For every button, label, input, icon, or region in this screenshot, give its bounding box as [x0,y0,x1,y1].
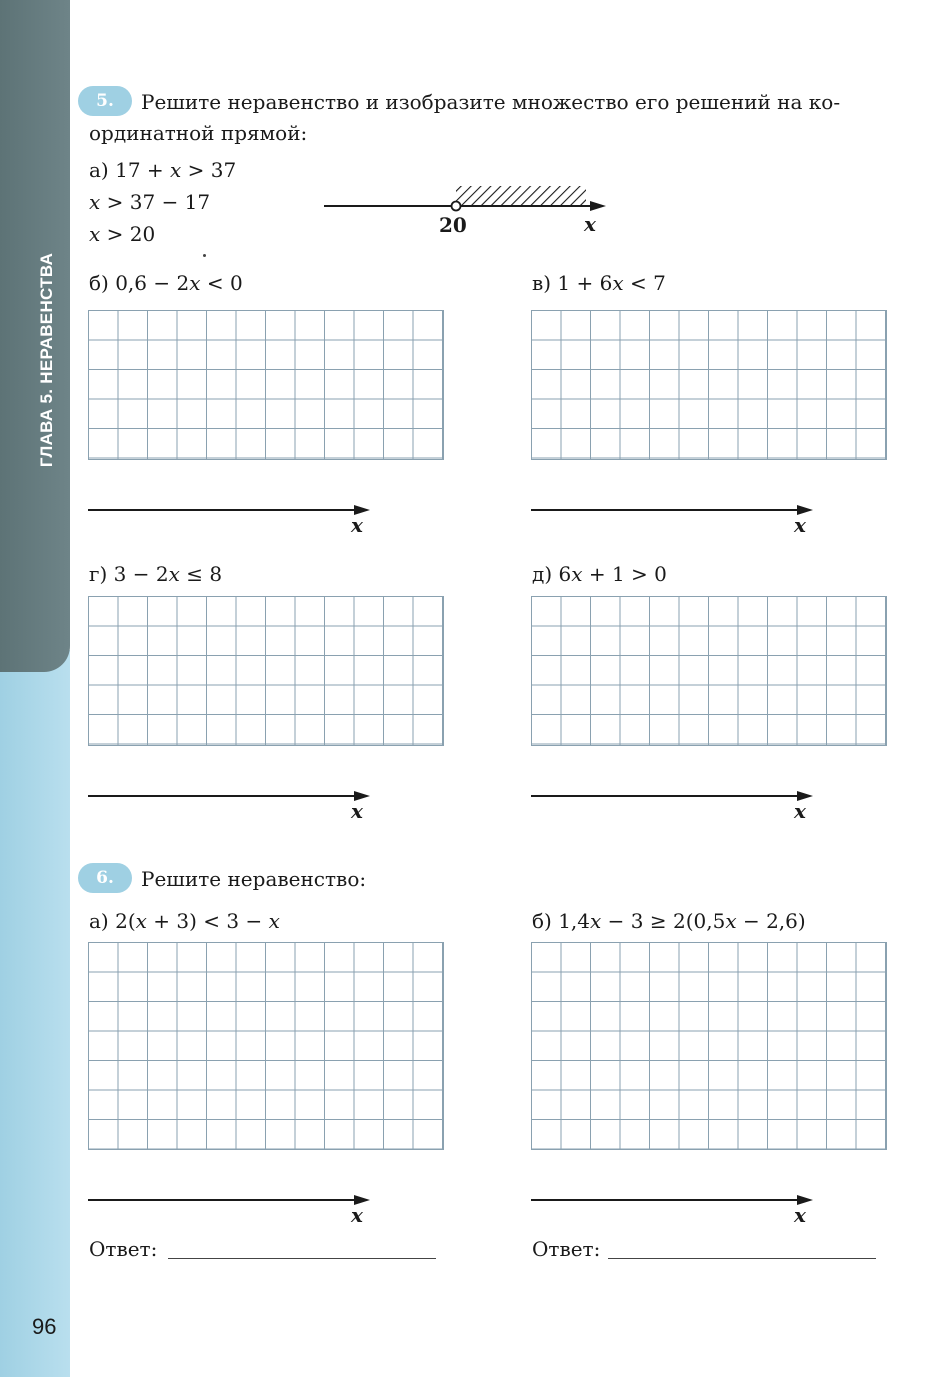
task-5d-expression: д) 6x + 1 > 0 [532,562,667,586]
task-5b-axis-label: x [351,513,363,537]
task-6a-answer-field[interactable] [168,1258,436,1259]
task-6b-answer-label: Ответ: [532,1237,601,1261]
task-5g-work-grid[interactable] [88,596,444,746]
task-6a-answer-label: Ответ: [89,1237,158,1261]
task-5v-axis-label: x [794,513,806,537]
example-line-1-b: > 37 [187,158,237,182]
example-line-1-a: 17 + [115,158,164,182]
task-5v-expression: в) 1 + 6x < 7 [532,271,666,295]
task-6a-axis-label: x [351,1203,363,1227]
chapter-sidebar [0,0,70,672]
sidebar-light-strip [0,650,70,1377]
task-5g-axis-label: x [351,799,363,823]
chapter-title: ГЛАВА 5. НЕРАВЕНСТВА [37,252,56,468]
task-6b-work-grid[interactable] [531,942,887,1150]
example-line-2-var: x [89,190,101,214]
example-number-line [320,178,620,218]
task-5g-number-line[interactable] [88,791,370,801]
example-line-2-b: > 37 − 17 [106,190,211,214]
stray-dot [203,254,206,257]
task-6-number-badge: 6. [78,863,132,893]
task-5b-number-line[interactable] [88,505,370,515]
example-line-3-b: > 20 [106,222,156,246]
task-5b-expression: б) 0,6 − 2x < 0 [89,271,243,295]
example-label: а) [89,158,109,182]
example-axis-label: x [584,212,596,236]
task-5d-work-grid[interactable] [531,596,887,746]
task-6-prompt: Решите неравенство: [141,867,367,891]
task-5v-number-line[interactable] [531,505,813,515]
task-5g-expression: г) 3 − 2x ≤ 8 [89,562,223,586]
task-6a-number-line[interactable] [88,1195,370,1205]
example-point-label: 20 [439,213,467,237]
task-5d-axis-label: x [794,799,806,823]
page-number: 96 [32,1314,57,1339]
task-5d-number-line[interactable] [531,791,813,801]
task-5-prompt-line1: Решите неравенство и изобразите множество его решений на ко- [141,90,841,114]
task-5v-work-grid[interactable] [531,310,887,460]
axis-arrow [590,201,606,211]
task-5-prompt-line2: ординатной прямой: [89,121,308,145]
task-6b-number-line[interactable] [531,1195,813,1205]
example-line-2 [89,190,210,214]
task-6a-work-grid[interactable] [88,942,444,1150]
example-line-1-var: x [170,158,182,182]
task-5b-work-grid[interactable] [88,310,444,460]
example-line-1 [89,158,236,182]
solution-hatching [456,186,586,206]
task-5-number-badge: 5. [78,86,132,116]
example-line-3 [89,222,155,246]
task-6a-expression: а) 2(x + 3) < 3 − x [89,909,280,933]
open-point [452,202,461,211]
example-line-3-var: x [89,222,101,246]
task-6b-axis-label: x [794,1203,806,1227]
task-6b-expression: б) 1,4x − 3 ≥ 2(0,5x − 2,6) [532,909,806,933]
task-6b-answer-field[interactable] [608,1258,876,1259]
